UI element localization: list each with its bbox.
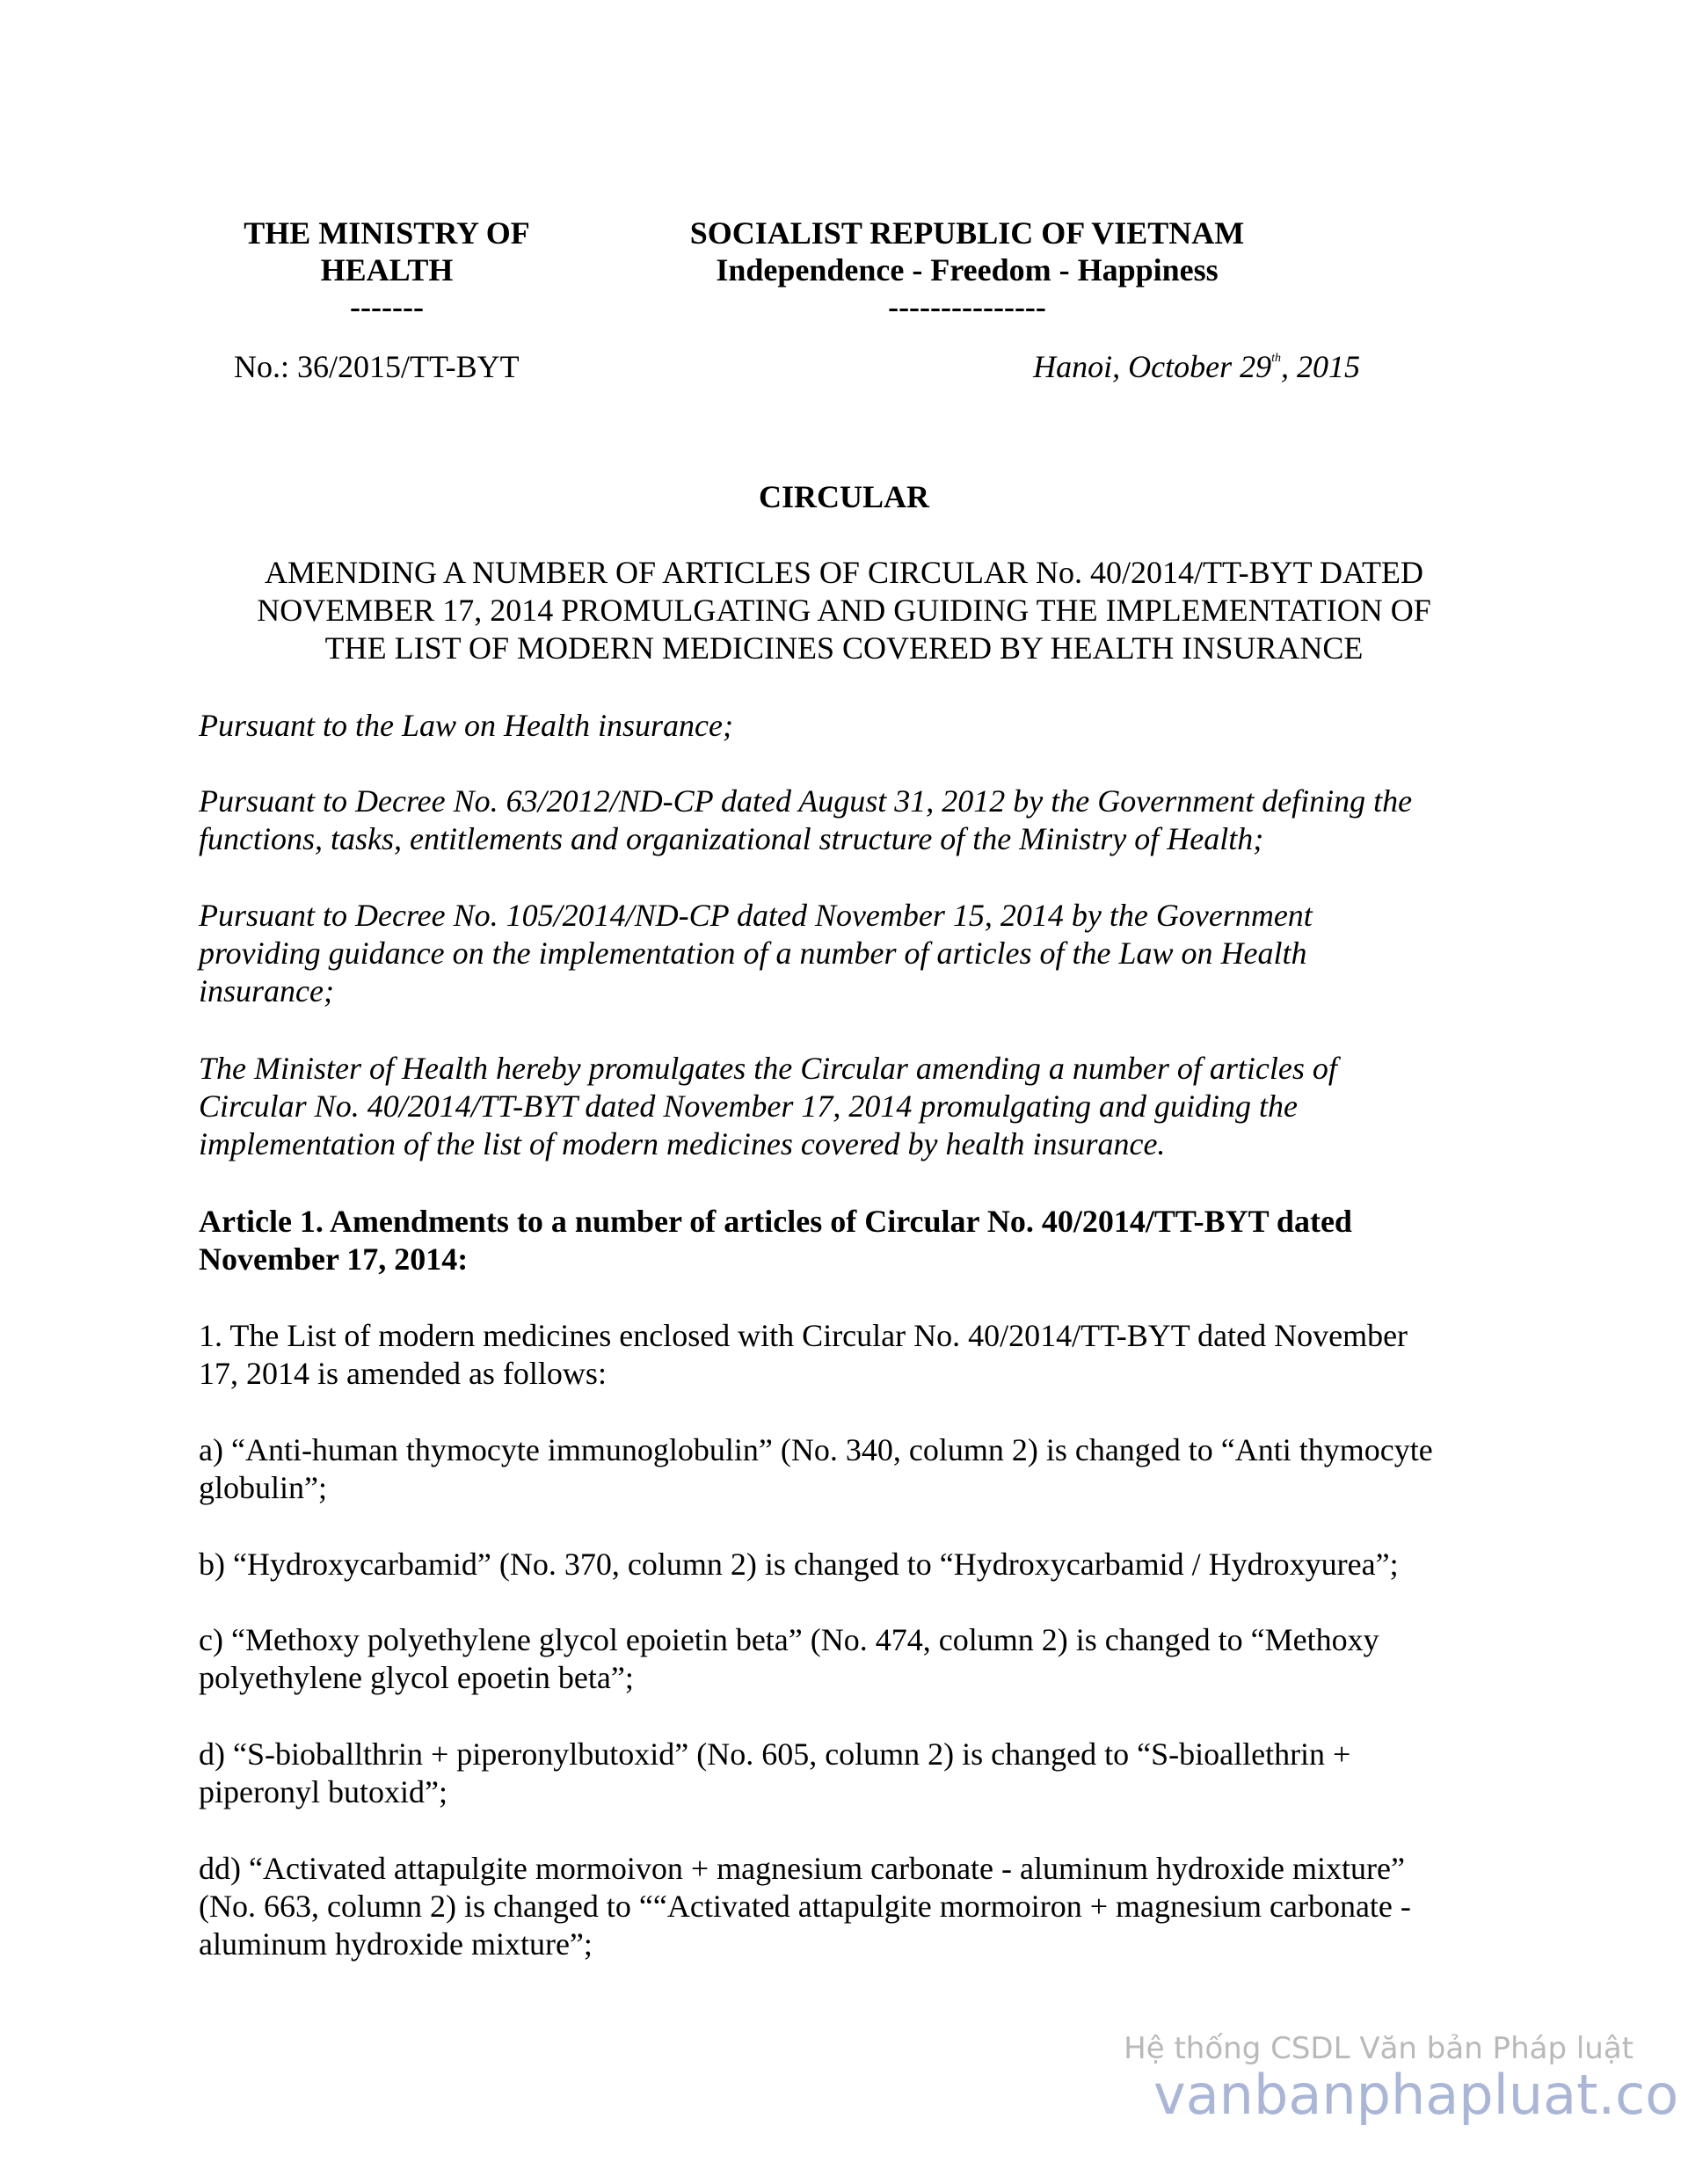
subject-line: NOVEMBER 17, 2014 PROMULGATING AND GUIDING THE IMPLEMENTATION OF <box>257 593 1431 628</box>
subject-line: THE LIST OF MODERN MEDICINES COVERED BY HEALTH INSURANCE <box>324 630 1364 666</box>
item-line: aluminum hydroxide mixture”; <box>199 1926 593 1962</box>
clause-line: 1. The List of modern medicines enclosed with Circular No. 40/2014/TT-BYT dated November <box>199 1318 1408 1353</box>
clause-line: 17, 2014 is amended as follows: <box>199 1356 607 1391</box>
preamble-line: insurance; <box>199 973 334 1008</box>
preamble-line: Pursuant to Decree No. 105/2014/ND-CP dated November 15, 2014 by the Government <box>199 898 1313 933</box>
preamble-line: Pursuant to the Law on Health insurance; <box>199 708 733 743</box>
item-line: globulin”; <box>199 1470 327 1505</box>
preamble-line: Circular No. 40/2014/TT-BYT dated November 17, 2014 promulgating and guiding the <box>199 1088 1299 1124</box>
preamble-decree-63 <box>199 783 1509 858</box>
subject-line: AMENDING A NUMBER OF ARTICLES OF CIRCULAR No. 40/2014/TT-BYT DATED <box>265 555 1423 590</box>
preamble-line: providing guidance on the implementation of a number of articles of the Law on Health <box>199 935 1307 971</box>
ministry-name-line1: THE MINISTRY OF <box>244 215 530 251</box>
national-motto: Independence - Freedom - Happiness <box>716 252 1219 288</box>
item-d <box>199 1736 1509 1811</box>
document-number: No.: 36/2015/TT-BYT <box>234 349 520 384</box>
item-line: piperonyl butoxid”; <box>199 1774 447 1809</box>
item-line: a) “Anti-human thymocyte immunoglobulin” (No. 340, column 2) is changed to “Anti thymocyte <box>199 1432 1433 1467</box>
article-1-heading <box>199 1203 1509 1278</box>
date-prefix: Hanoi, October 29 <box>1033 349 1272 384</box>
item-c <box>199 1621 1509 1697</box>
preamble-line: Pursuant to Decree No. 63/2012/ND-CP dated August 31, 2012 by the Government defining the <box>199 783 1413 819</box>
item-line: polyethylene glycol epoetin beta”; <box>199 1660 634 1695</box>
heading-line: November 17, 2014: <box>199 1241 469 1277</box>
item-dd <box>199 1850 1509 1963</box>
watermark-site: vanbanphapluat.co <box>1153 2063 1679 2127</box>
item-a <box>199 1431 1509 1507</box>
item-line: (No. 663, column 2) is changed to ““Activated attapulgite mormoiron + magnesium carbonate - <box>199 1889 1411 1924</box>
preamble-decree-105 <box>199 897 1509 1010</box>
watermark-caption: Hệ thống CSDL Văn bản Pháp luật <box>1124 2031 1633 2066</box>
document-subject <box>0 554 1688 667</box>
date-ordinal: th <box>1271 352 1281 365</box>
heading-line: Article 1. Amendments to a number of articles of Circular No. 40/2014/TT-BYT dated <box>199 1204 1352 1239</box>
republic-name: SOCIALIST REPUBLIC OF VIETNAM <box>689 215 1245 251</box>
republic-block <box>615 215 1319 325</box>
ministry-block <box>211 215 563 325</box>
preamble-line: functions, tasks, entitlements and organizational structure of the Ministry of Health; <box>199 821 1264 856</box>
preamble-line: implementation of the list of modern medicines covered by health insurance. <box>199 1126 1166 1161</box>
ministry-name-line2: HEALTH <box>320 252 454 288</box>
clause-1 <box>199 1317 1509 1393</box>
document-type: CIRCULAR <box>758 479 929 514</box>
item-line: dd) “Activated attapulgite mormoivon + magnesium carbonate - aluminum hydroxide mixture” <box>199 1851 1405 1886</box>
item-b <box>199 1546 1509 1583</box>
republic-rule: --------------- <box>888 289 1046 324</box>
document-date <box>879 348 1360 385</box>
date-suffix: , 2015 <box>1281 349 1360 384</box>
item-line: c) “Methoxy polyethylene glycol epoietin beta” (No. 474, column 2) is changed to “Methoxy <box>199 1622 1379 1657</box>
item-line: d) “S-bioballthrin + piperonylbutoxid” (No. 605, column 2) is changed to “S-bioallethrin + <box>199 1736 1351 1772</box>
item-line: b) “Hydroxycarbamid” (No. 370, column 2) is changed to “Hydroxycarbamid / Hydroxyurea”; <box>199 1547 1399 1582</box>
preamble-promulgation <box>199 1050 1509 1163</box>
preamble-law <box>199 707 1509 745</box>
preamble-line: The Minister of Health hereby promulgates the Circular amending a number of articles of <box>199 1051 1337 1086</box>
ministry-rule: ------- <box>350 289 424 324</box>
